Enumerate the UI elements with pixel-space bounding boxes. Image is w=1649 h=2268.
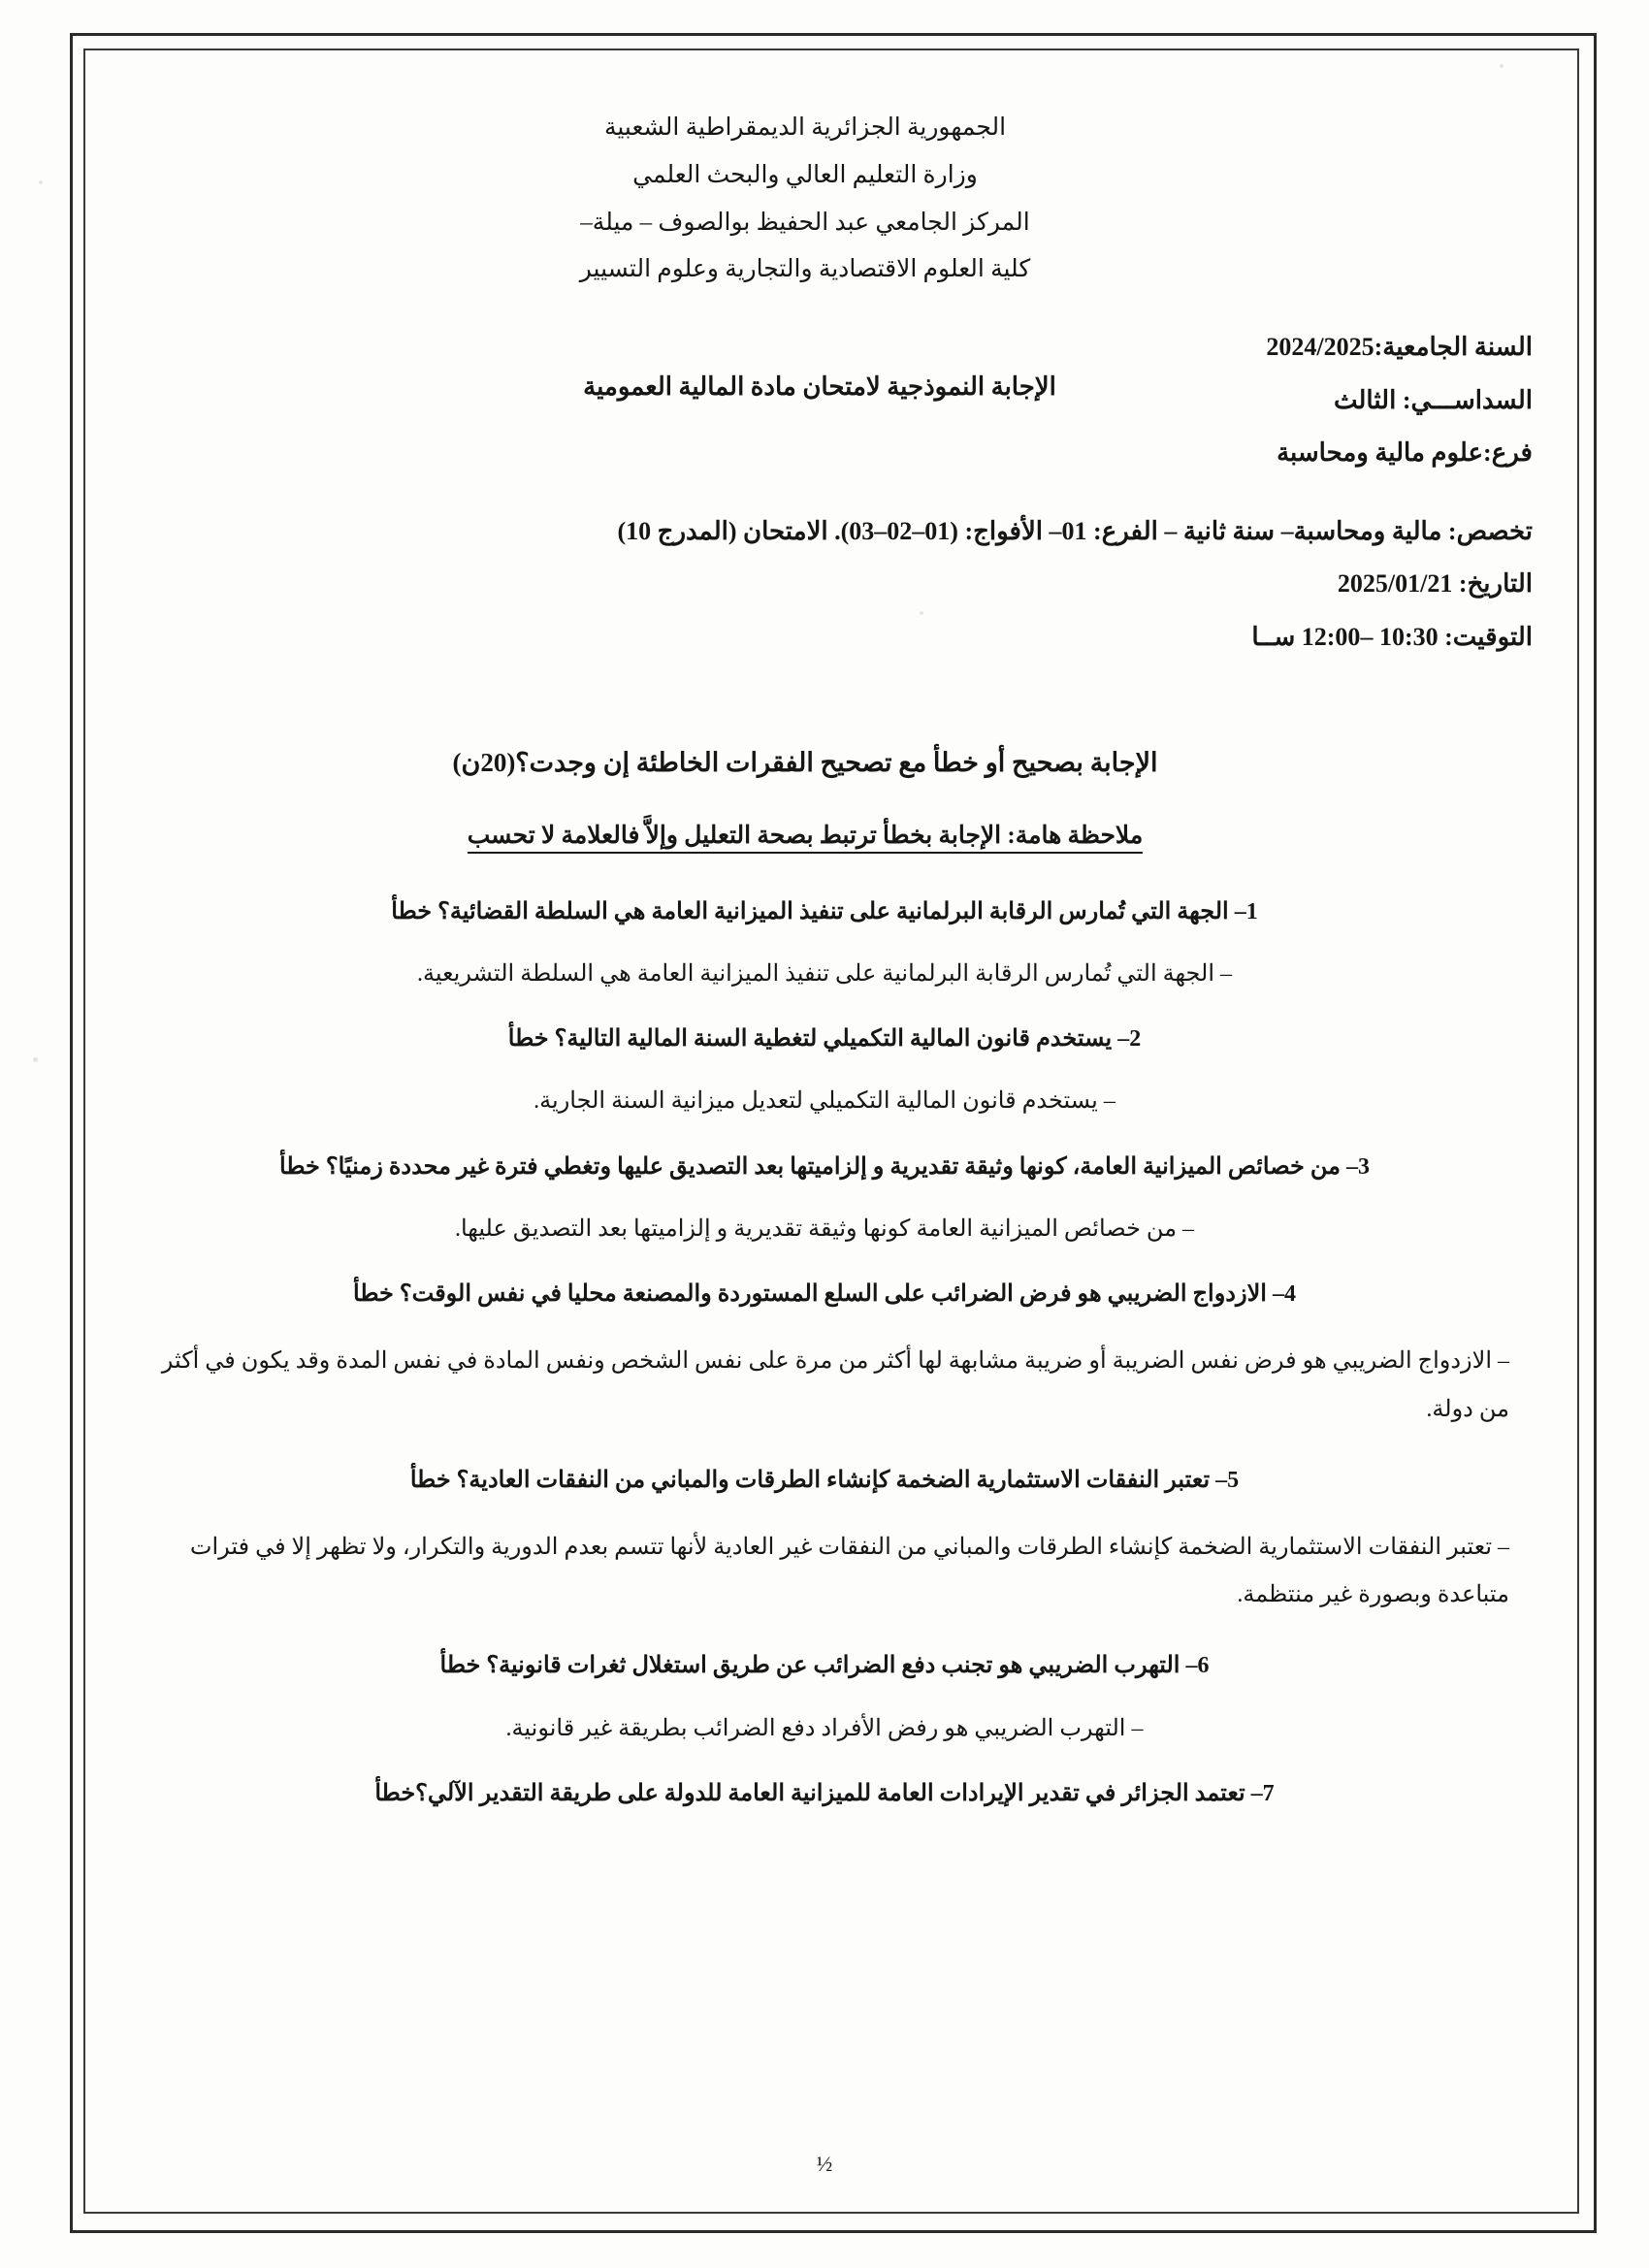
header-line-ministry: وزارة التعليم العالي والبحث العلمي — [632, 161, 978, 188]
document-title: الإجابة النموذجية لامتحان مادة المالية العمومية — [583, 373, 1056, 402]
question-answer-list — [116, 894, 1533, 1813]
important-note-underlined: ملاحظة هامة: الإجابة بخطأ ترتبط بصحة التعليل وإلاَّ فالعلامة لا تحسب — [468, 823, 1143, 854]
question-item: 1– الجهة التي تُمارس الرقابة البرلمانية على تنفيذ الميزانية العامة هي السلطة القضائية؟ خطأ — [391, 898, 1258, 924]
document-content — [116, 78, 1533, 2183]
answer-item: – التهرب الضريبي هو رفض الأفراد دفع الضرائب بطريقة غير قانونية. — [505, 1715, 1144, 1741]
question-item: 7– تعتمد الجزائر في تقدير الإيرادات العامة للميزانية العامة للدولة على طريقة التقدير الآلي؟خطأ — [374, 1781, 1275, 1806]
question-item: 6– التهرب الضريبي هو تجنب دفع الضرائب عن طريق استغلال ثغرات قانونية؟ خطأ — [439, 1653, 1210, 1679]
speciality: تخصص: مالية ومحاسبة– سنة ثانية – الفرع: 01– الأفواج: (01–02–03). الامتحان (المدرج 10) — [617, 516, 1533, 545]
instruction-text: الإجابة بصحيح أو خطأ مع تصحيح الفقرات الخاطئة إن وجدت؟(20ن) — [452, 747, 1158, 777]
branch: فرع:علوم مالية ومحاسبة — [1277, 438, 1533, 468]
answer-item: – يستخدم قانون المالية التكميلي لتعديل ميزانية السنة الجارية. — [534, 1088, 1116, 1115]
scan-speckle — [1500, 64, 1504, 68]
institution-header — [116, 105, 1533, 294]
scan-speckle — [33, 1057, 38, 1062]
exam-time: التوقيت: 10:30 –12:00 ســا — [1251, 622, 1533, 651]
page-number: ½ — [816, 2152, 833, 2176]
answer-item: – الازدواج الضريبي هو فرض نفس الضريبة أو ضريبة مشابهة لها أكثر من مرة على نفس الشخص ونفس المادة في نفس المدة وقد يكون في أكثر من دولة. — [161, 1348, 1509, 1422]
answer-item: – تعتبر النفقات الاستثمارية الضخمة كإنشاء الطرقات والمباني من النفقات غير العادية لأنها تتسم بعدم الدورية والتكرار، ولا تظهر إلا في فترات متباعدة وبصورة غير منتظمة. — [189, 1535, 1509, 1608]
exam-metadata — [116, 321, 1533, 664]
academic-year: السنة الجامعية:2024/2025 — [1266, 333, 1533, 361]
header-line-republic: الجمهورية الجزائرية الديمقراطية الشعبية — [603, 114, 1007, 141]
exam-date: التاريخ: 2025/01/21 — [1337, 569, 1533, 599]
scan-speckle — [39, 180, 43, 184]
semester: السداســـي: الثالث — [1333, 385, 1533, 414]
header-line-center: المركز الجامعي عبد الحفيظ بوالصوف – ميلة– — [580, 209, 1030, 236]
answer-item: – من خصائص الميزانية العامة كونها وثيقة تقديرية و إلزاميتها بعد التصديق عليها. — [454, 1215, 1195, 1242]
question-item: 4– الازدواج الضريبي هو فرض الضرائب على السلع المستوردة والمصنعة محليا في نفس الوقت؟ خطأ — [353, 1281, 1296, 1308]
answer-item: – الجهة التي تُمارس الرقابة البرلمانية على تنفيذ الميزانية العامة هي السلطة التشريعية. — [416, 960, 1233, 987]
question-item: 5– تعتبر النفقات الاستثمارية الضخمة كإنشاء الطرقات والمباني من النفقات العادية؟ خطأ — [409, 1467, 1240, 1493]
question-item: 3– من خصائص الميزانية العامة، كونها وثيقة تقديرية و إلزاميتها بعد التصديق عليها وتغطي فترة غير محددة زمنيًا؟ خطأ — [279, 1153, 1370, 1180]
important-note — [116, 821, 1533, 850]
header-line-faculty: كلية العلوم الاقتصادية والتجارية وعلوم التسيير — [579, 256, 1031, 283]
question-item: 2– يستخدم قانون المالية التكميلي لتغطية السنة المالية التالية؟ خطأ — [507, 1026, 1142, 1053]
